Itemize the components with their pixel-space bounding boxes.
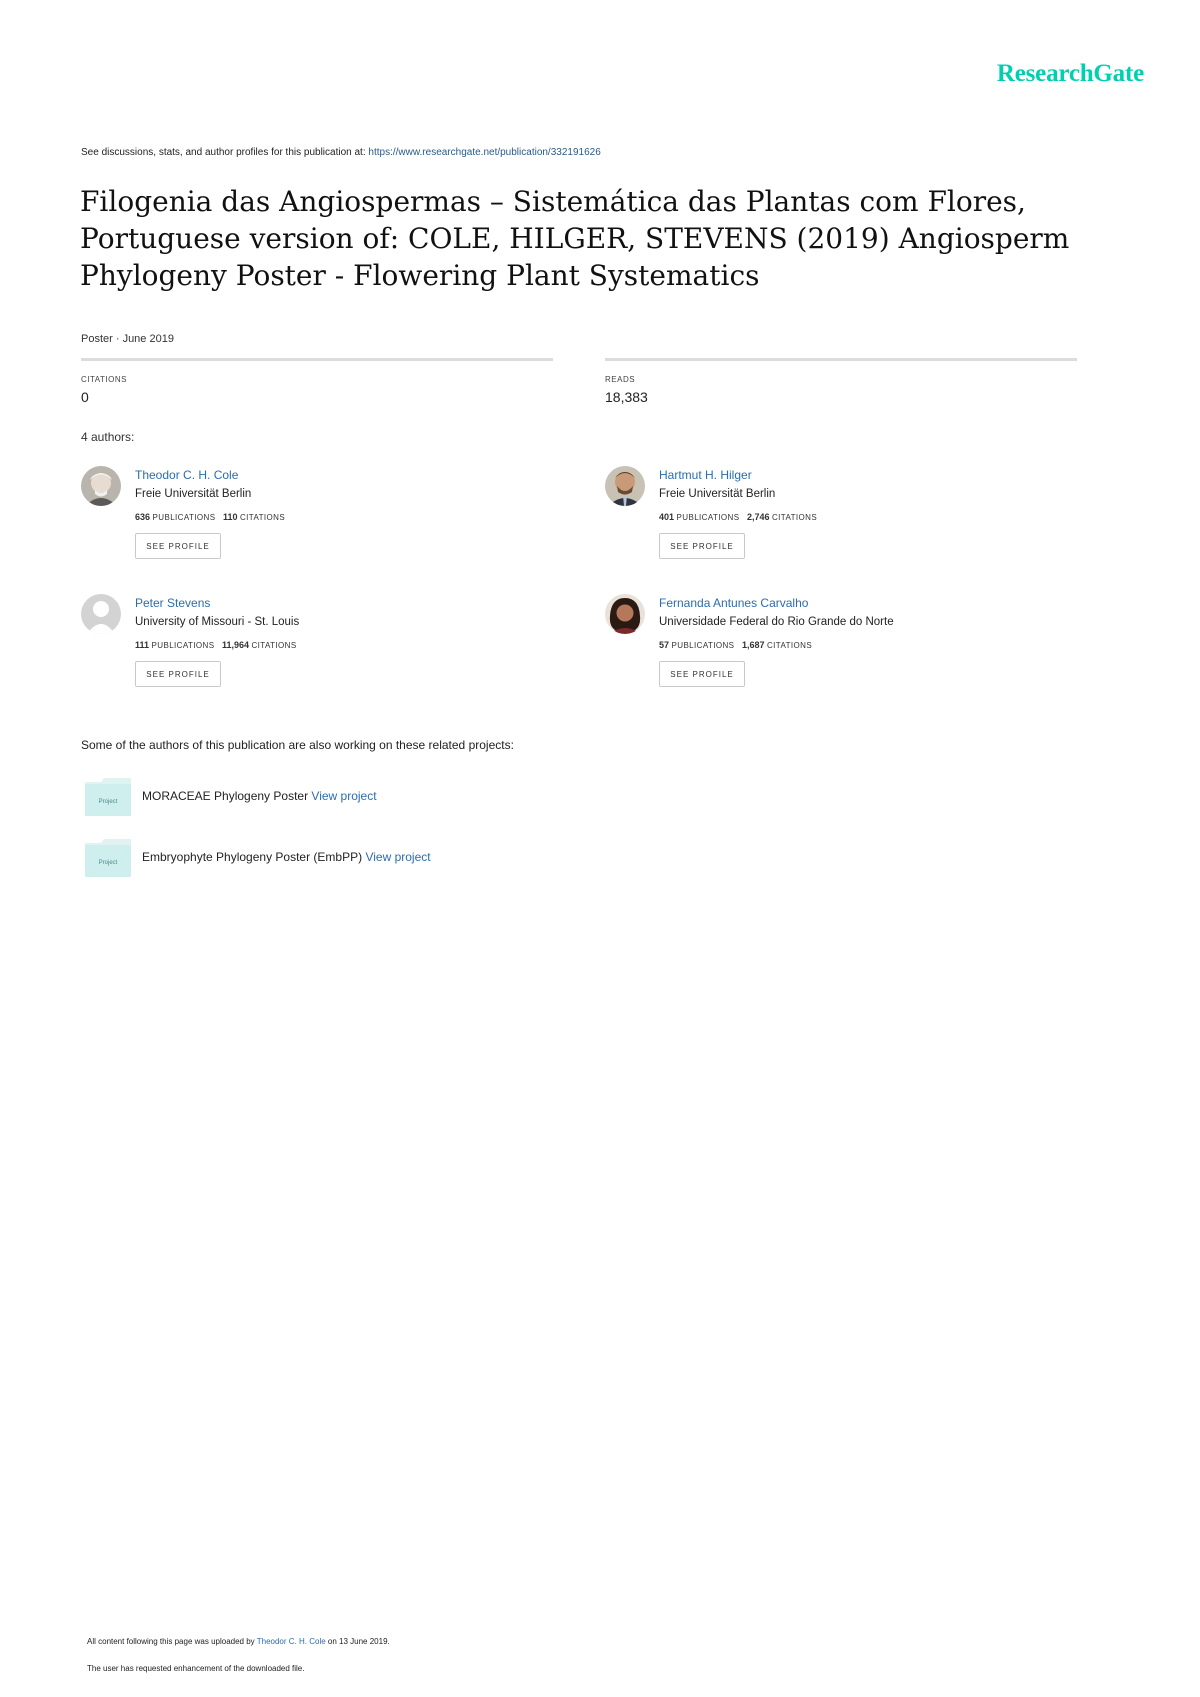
citations-label: CITATIONS (81, 375, 127, 384)
author-card (605, 594, 1075, 719)
related-project (85, 778, 785, 816)
author-counts (135, 640, 297, 650)
related-projects-heading: Some of the authors of this publication are also working on these related projects: (81, 738, 514, 752)
svg-text:Project: Project (98, 860, 118, 866)
citations-divider (81, 358, 553, 361)
author-counts (659, 640, 812, 650)
publication-url-link[interactable]: https://www.researchgate.net/publication/332191626 (368, 147, 601, 158)
author-photo[interactable] (81, 466, 121, 506)
project-title: Embryophyte Phylogeny Poster (EmbPP) (142, 850, 363, 864)
uploaded-date-text: on 13 June 2019. (327, 1637, 390, 1646)
see-profile-button[interactable]: SEE PROFILE (659, 533, 745, 559)
citations-count: 110 (222, 512, 238, 522)
publication-source-line (81, 147, 601, 158)
publications-label: PUBLICATIONS (676, 513, 740, 522)
uploaded-by-text: All content following this page was uploaded by (87, 1637, 255, 1646)
project-title: MORACEAE Phylogeny Poster (142, 789, 309, 803)
citations-count: 1,687 (741, 640, 765, 650)
related-project (85, 839, 785, 877)
publication-meta: Poster · June 2019 (81, 333, 174, 345)
author-name-link[interactable]: Hartmut H. Hilger (659, 468, 752, 482)
author-counts (659, 512, 817, 522)
publications-label: PUBLICATIONS (152, 513, 216, 522)
publications-label: PUBLICATIONS (671, 641, 735, 650)
see-discussions-text: See discussions, stats, and author profiles for this publication at: (81, 147, 366, 158)
researchgate-logo[interactable]: ResearchGate (996, 60, 1144, 87)
view-project-link[interactable]: View project (311, 789, 377, 803)
reads-value: 18,383 (605, 389, 648, 405)
author-institution: Freie Universität Berlin (659, 488, 776, 500)
citations-label: CITATIONS (772, 513, 818, 522)
author-photo[interactable] (605, 466, 645, 506)
publications-count: 401 (659, 512, 675, 522)
project-text (142, 789, 377, 803)
see-profile-button[interactable]: SEE PROFILE (135, 661, 221, 687)
reads-stat (605, 358, 1077, 405)
author-name-link[interactable]: Peter Stevens (135, 596, 211, 610)
author-institution: Universidade Federal do Rio Grande do Norte (659, 616, 894, 628)
author-name-link[interactable]: Theodor C. H. Cole (135, 468, 239, 482)
author-photo[interactable] (605, 594, 645, 634)
citations-label: CITATIONS (251, 641, 297, 650)
publications-label: PUBLICATIONS (151, 641, 215, 650)
publication-title: Filogenia das Angiospermas – Sistemática das Plantas com Flores, Portuguese version of: COLE, HILGER, STEVENS (2019) Angiosperm Phylogeny Poster - Flowering Plant Systematics (80, 185, 1070, 292)
publications-count: 636 (135, 512, 151, 522)
author-card (81, 594, 551, 719)
view-project-link[interactable]: View project (365, 850, 431, 864)
author-institution: University of Missouri - St. Louis (135, 616, 300, 628)
publications-count: 57 (659, 640, 670, 650)
default-avatar-icon[interactable] (81, 594, 121, 634)
citations-value: 0 (81, 389, 89, 405)
enhancement-note: The user has requested enhancement of the downloaded file. (87, 1664, 305, 1673)
uploader-link[interactable]: Theodor C. H. Cole (256, 1637, 326, 1646)
svg-text:Project: Project (98, 799, 118, 805)
project-text (142, 850, 431, 864)
author-institution: Freie Universität Berlin (135, 488, 252, 500)
reads-divider (605, 358, 1077, 361)
author-card (605, 466, 1075, 591)
authors-heading: 4 authors: (81, 430, 135, 444)
author-name-link[interactable]: Fernanda Antunes Carvalho (659, 596, 809, 610)
author-card (81, 466, 551, 591)
upload-info (87, 1637, 390, 1646)
citations-label: CITATIONS (766, 641, 813, 650)
author-counts (135, 512, 285, 522)
citations-label: CITATIONS (240, 513, 286, 522)
see-profile-button[interactable]: SEE PROFILE (659, 661, 745, 687)
see-profile-button[interactable]: SEE PROFILE (135, 533, 221, 559)
citations-count: 2,746 (746, 512, 770, 522)
publications-count: 111 (135, 640, 150, 650)
project-folder-icon (85, 839, 131, 877)
project-folder-icon (85, 778, 131, 816)
citations-stat (81, 358, 553, 405)
citations-count: 11,964 (221, 640, 249, 650)
reads-label: READS (605, 375, 636, 384)
